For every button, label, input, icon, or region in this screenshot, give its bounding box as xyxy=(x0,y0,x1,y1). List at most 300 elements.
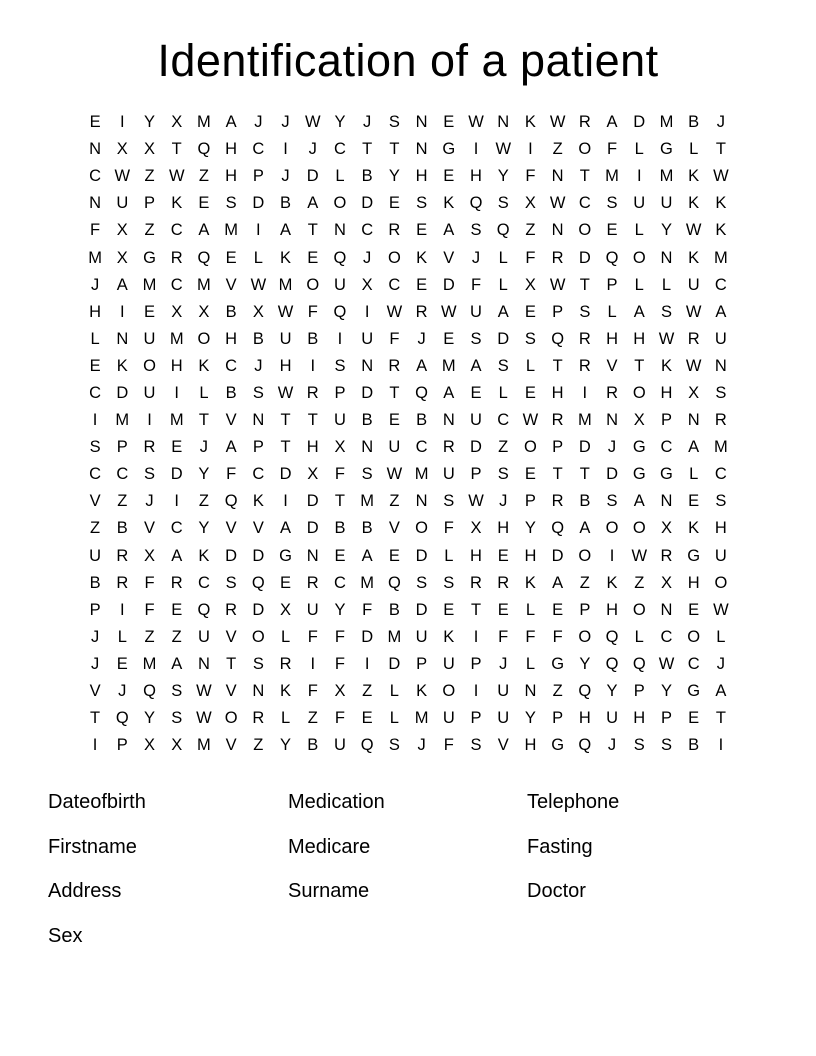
grid-letter: H xyxy=(225,329,238,348)
grid-letter: L xyxy=(525,356,536,375)
word-list-item: Doctor xyxy=(527,880,586,902)
grid-letter: V xyxy=(225,275,237,294)
word-list-item: Medicare xyxy=(288,835,371,858)
grid-letter: T xyxy=(226,654,237,673)
grid-letter: D xyxy=(442,275,455,294)
grid-letter: Y xyxy=(497,167,509,186)
grid-letter: E xyxy=(388,546,400,565)
grid-letter: S xyxy=(606,194,618,213)
grid-letter: A xyxy=(497,302,509,321)
grid-letter: K xyxy=(416,682,428,701)
grid-letter: J xyxy=(90,627,100,646)
grid-letter: N xyxy=(442,411,455,430)
grid-letter: Y xyxy=(660,221,672,240)
grid-letter: E xyxy=(116,654,128,673)
grid-letter: D xyxy=(306,492,319,511)
grid-letter: F xyxy=(334,654,346,673)
grid-letter: A xyxy=(116,275,128,294)
grid-letter: H xyxy=(470,546,482,565)
grid-letter: Q xyxy=(387,573,401,592)
grid-letter: G xyxy=(143,248,156,267)
grid-letter: H xyxy=(170,356,183,375)
grid-letter: C xyxy=(89,465,102,484)
grid-letter: X xyxy=(116,140,128,159)
grid-letter: B xyxy=(225,302,237,321)
grid-letter: P xyxy=(552,709,564,728)
grid-letter: J xyxy=(254,113,263,132)
grid-letter: X xyxy=(280,600,292,619)
grid-letter: V xyxy=(225,627,237,646)
grid-letter: N xyxy=(415,492,428,511)
grid-letter: E xyxy=(89,356,101,375)
grid-letter: L xyxy=(525,654,536,673)
grid-letter: A xyxy=(715,302,727,321)
grid-letter: E xyxy=(497,546,509,565)
grid-letter: Q xyxy=(496,221,510,240)
grid-letter: W xyxy=(386,465,403,484)
grid-letter: K xyxy=(443,627,455,646)
grid-letter: Y xyxy=(334,600,346,619)
grid-letter: J xyxy=(145,492,154,511)
grid-letter: U xyxy=(714,329,727,348)
grid-letter: K xyxy=(198,546,210,565)
grid-letter: L xyxy=(525,600,536,619)
grid-letter: X xyxy=(660,519,672,538)
grid-letter: O xyxy=(578,221,592,240)
grid-letter: U xyxy=(334,275,346,294)
grid-letter: F xyxy=(90,221,101,240)
grid-letter: W xyxy=(549,113,566,132)
grid-letter: V xyxy=(225,519,237,538)
grid-letter: I xyxy=(120,600,125,619)
grid-letter: K xyxy=(688,248,700,267)
word-list-item: Telephone xyxy=(527,791,620,813)
grid-letter: N xyxy=(415,113,428,132)
grid-letter: G xyxy=(660,140,673,159)
grid-letter: G xyxy=(442,140,456,159)
grid-letter: E xyxy=(443,113,455,132)
grid-letter: H xyxy=(606,600,619,619)
grid-letter: M xyxy=(360,573,375,592)
grid-letter: C xyxy=(170,275,183,294)
grid-letter: U xyxy=(388,438,401,457)
grid-letter: M xyxy=(142,275,157,294)
grid-letter: I xyxy=(636,167,642,186)
grid-letter: M xyxy=(605,167,619,186)
grid-letter: E xyxy=(606,221,618,240)
grid-letter: P xyxy=(334,383,346,402)
grid-letter: N xyxy=(687,411,700,430)
grid-letter: Z xyxy=(198,492,209,511)
grid-letter: A xyxy=(470,356,482,375)
grid-letter: P xyxy=(252,438,264,457)
grid-letter: D xyxy=(551,546,564,565)
grid-letter: L xyxy=(634,221,644,240)
word-list-item: Address xyxy=(48,880,122,902)
grid-letter: R xyxy=(551,411,564,430)
grid-letter: U xyxy=(442,654,455,673)
grid-letter: T xyxy=(90,709,101,728)
grid-letter: Y xyxy=(606,682,618,701)
grid-letter: T xyxy=(389,383,400,402)
grid-letter: T xyxy=(307,411,318,430)
grid-letter: C xyxy=(388,275,401,294)
grid-letter: X xyxy=(334,682,346,701)
grid-letter: Q xyxy=(251,573,265,592)
grid-letter: S xyxy=(497,194,509,213)
grid-letter: U xyxy=(497,682,510,701)
grid-letter: S xyxy=(715,383,727,402)
grid-letter: U xyxy=(334,736,346,755)
grid-letter: K xyxy=(660,356,672,375)
grid-letter: I xyxy=(310,356,316,375)
grid-letter: N xyxy=(606,411,619,430)
grid-letter: W xyxy=(250,275,267,294)
grid-letter: C xyxy=(252,465,265,484)
grid-letter: D xyxy=(252,546,265,565)
grid-letter: S xyxy=(416,194,428,213)
grid-letter: M xyxy=(197,113,211,132)
grid-letter: Z xyxy=(253,736,264,755)
grid-letter: E xyxy=(688,492,700,511)
grid-letter: G xyxy=(660,465,673,484)
grid-letter: S xyxy=(660,302,672,321)
grid-letter: A xyxy=(633,302,645,321)
grid-letter: H xyxy=(89,302,102,321)
grid-letter: I xyxy=(528,140,533,159)
grid-letter: S xyxy=(171,709,183,728)
grid-letter: T xyxy=(552,356,563,375)
grid-letter: D xyxy=(361,383,374,402)
grid-letter: S xyxy=(497,356,509,375)
grid-letter: F xyxy=(362,600,373,619)
grid-letter: W xyxy=(304,113,321,132)
grid-letter: X xyxy=(144,140,156,159)
grid-letter: B xyxy=(307,736,319,755)
grid-letter: J xyxy=(90,275,100,294)
grid-letter: U xyxy=(197,627,210,646)
grid-letter: Y xyxy=(579,654,591,673)
grid-letter: H xyxy=(714,519,727,538)
grid-letter: O xyxy=(415,519,429,538)
grid-letter: O xyxy=(306,275,320,294)
grid-letter: B xyxy=(688,736,700,755)
grid-letter: X xyxy=(116,248,128,267)
grid-letter: V xyxy=(144,519,156,538)
grid-letter: M xyxy=(115,411,130,430)
grid-letter: E xyxy=(334,546,346,565)
grid-letter: O xyxy=(333,194,347,213)
grid-letter: S xyxy=(225,194,237,213)
grid-letter: F xyxy=(443,519,454,538)
letter-grid xyxy=(82,109,735,759)
grid-letter: P xyxy=(116,438,128,457)
grid-letter: L xyxy=(389,709,399,728)
grid-letter: R xyxy=(687,329,700,348)
grid-letter: S xyxy=(470,221,482,240)
grid-letter: N xyxy=(497,113,510,132)
grid-letter: B xyxy=(89,573,101,592)
grid-letter: C xyxy=(714,465,727,484)
grid-letter: M xyxy=(714,438,728,457)
grid-letter: V xyxy=(89,492,101,511)
grid-letter: Z xyxy=(144,221,155,240)
grid-letter: P xyxy=(470,465,482,484)
grid-letter: N xyxy=(714,356,727,375)
grid-letter: Y xyxy=(198,519,210,538)
grid-letter: S xyxy=(252,383,264,402)
grid-letter: B xyxy=(252,329,264,348)
grid-letter: U xyxy=(633,194,646,213)
grid-letter: A xyxy=(225,438,237,457)
grid-letter: D xyxy=(252,194,265,213)
grid-letter: N xyxy=(551,221,564,240)
grid-letter: R xyxy=(578,113,591,132)
word-list-column xyxy=(48,780,288,958)
grid-letter: O xyxy=(524,438,537,457)
grid-letter: C xyxy=(225,356,238,375)
grid-letter: Q xyxy=(551,519,565,538)
grid-letter: C xyxy=(89,167,102,186)
grid-letter: Z xyxy=(144,167,155,186)
grid-letter: W xyxy=(522,411,539,430)
grid-letter: T xyxy=(715,140,726,159)
grid-letter: N xyxy=(89,194,102,213)
grid-letter: C xyxy=(361,221,374,240)
grid-letter: Q xyxy=(605,248,619,267)
grid-letter: W xyxy=(114,167,131,186)
grid-letter: W xyxy=(713,600,729,619)
grid-letter: E xyxy=(524,465,536,484)
grid-letter: I xyxy=(120,302,125,321)
grid-letter: G xyxy=(687,546,701,565)
grid-letter: S xyxy=(171,682,183,701)
grid-letter: T xyxy=(715,709,726,728)
grid-letter: C xyxy=(497,411,510,430)
grid-letter: R xyxy=(578,329,591,348)
grid-letter: P xyxy=(606,275,618,294)
grid-letter: W xyxy=(441,302,457,321)
grid-letter: U xyxy=(606,709,619,728)
grid-letter: P xyxy=(552,438,564,457)
grid-letter: U xyxy=(687,275,700,294)
grid-letter: R xyxy=(116,546,129,565)
grid-letter: L xyxy=(90,329,100,348)
grid-letter: Z xyxy=(117,492,128,511)
grid-letter: F xyxy=(144,573,155,592)
grid-letter: U xyxy=(116,194,129,213)
grid-letter: W xyxy=(713,167,729,186)
grid-letter: L xyxy=(689,140,699,159)
grid-letter: O xyxy=(632,383,646,402)
grid-letter: X xyxy=(361,275,373,294)
grid-letter: I xyxy=(92,411,98,430)
grid-letter: A xyxy=(416,356,428,375)
grid-letter: I xyxy=(364,654,370,673)
grid-letter: R xyxy=(578,356,591,375)
grid-letter: R xyxy=(279,654,292,673)
grid-letter: F xyxy=(307,627,318,646)
grid-letter: U xyxy=(660,194,673,213)
grid-letter: K xyxy=(280,248,292,267)
grid-letter: Q xyxy=(333,248,347,267)
grid-letter: R xyxy=(170,573,183,592)
grid-letter: S xyxy=(579,302,591,321)
grid-letter: F xyxy=(552,627,563,646)
grid-letter: N xyxy=(306,546,319,565)
grid-letter: N xyxy=(334,221,346,240)
grid-letter: A xyxy=(443,383,455,402)
grid-letter: S xyxy=(144,465,156,484)
grid-letter: W xyxy=(658,654,675,673)
grid-letter: H xyxy=(524,546,537,565)
grid-letter: M xyxy=(659,167,674,186)
grid-letter: F xyxy=(144,600,155,619)
grid-letter: I xyxy=(174,492,180,511)
grid-letter: U xyxy=(143,383,156,402)
grid-letter: S xyxy=(361,465,373,484)
grid-letter: I xyxy=(92,736,98,755)
grid-letter: U xyxy=(89,546,102,565)
grid-letter: O xyxy=(251,627,265,646)
grid-letter: U xyxy=(442,709,455,728)
grid-letter: A xyxy=(552,573,564,592)
grid-letter: R xyxy=(170,248,183,267)
grid-letter: J xyxy=(254,356,263,375)
grid-letter: T xyxy=(579,167,590,186)
grid-letter: C xyxy=(687,654,700,673)
grid-letter: Z xyxy=(579,573,590,592)
grid-letter: E xyxy=(171,438,183,457)
grid-letter: E xyxy=(470,383,482,402)
grid-letter: D xyxy=(470,438,482,457)
grid-letter: X xyxy=(171,302,183,321)
grid-letter: M xyxy=(169,329,184,348)
grid-letter: H xyxy=(470,167,482,186)
grid-letter: I xyxy=(120,113,125,132)
grid-letter: C xyxy=(660,438,673,457)
grid-letter: U xyxy=(143,329,156,348)
grid-letter: P xyxy=(416,654,428,673)
grid-letter: W xyxy=(277,383,294,402)
grid-letter: A xyxy=(688,438,700,457)
grid-letter: E xyxy=(89,113,101,132)
grid-letter: S xyxy=(416,573,428,592)
grid-letter: B xyxy=(416,411,428,430)
word-list-item: Firstname xyxy=(48,835,137,858)
grid-letter: H xyxy=(279,356,292,375)
grid-letter: J xyxy=(607,438,617,457)
grid-letter: B xyxy=(307,329,319,348)
grid-letter: S xyxy=(443,573,455,592)
grid-letter: R xyxy=(606,383,619,402)
grid-letter: R xyxy=(497,573,510,592)
grid-letter: N xyxy=(197,654,210,673)
grid-letter: T xyxy=(389,140,400,159)
grid-letter: T xyxy=(579,465,590,484)
grid-letter: A xyxy=(606,113,618,132)
grid-letter: E xyxy=(443,167,455,186)
grid-letter: T xyxy=(634,356,645,375)
grid-letter: H xyxy=(306,438,319,457)
grid-letter: U xyxy=(306,600,319,619)
grid-letter: K xyxy=(443,194,455,213)
grid-letter: P xyxy=(633,682,645,701)
grid-letter: M xyxy=(142,654,157,673)
grid-letter: Z xyxy=(389,492,400,511)
grid-letter: A xyxy=(198,221,210,240)
grid-letter: E xyxy=(144,302,156,321)
grid-letter: F xyxy=(307,682,318,701)
grid-letter: C xyxy=(197,573,210,592)
grid-letter: D xyxy=(361,194,374,213)
grid-letter: E xyxy=(225,248,237,267)
grid-letter: S xyxy=(388,736,400,755)
grid-letter: H xyxy=(415,167,428,186)
grid-letter: E xyxy=(497,600,509,619)
grid-letter: V xyxy=(89,682,101,701)
grid-letter: O xyxy=(578,546,592,565)
grid-letter: E xyxy=(443,600,455,619)
grid-letter: F xyxy=(334,465,346,484)
word-list-column xyxy=(288,780,527,958)
grid-letter: L xyxy=(498,383,508,402)
grid-letter: G xyxy=(632,438,646,457)
grid-letter: E xyxy=(416,221,428,240)
grid-letter: Q xyxy=(632,654,646,673)
grid-letter: C xyxy=(252,140,265,159)
grid-letter: W xyxy=(168,167,185,186)
grid-letter: X xyxy=(524,275,536,294)
grid-letter: Z xyxy=(498,438,509,457)
grid-letter: S xyxy=(470,329,482,348)
grid-letter: A xyxy=(280,519,292,538)
grid-letter: S xyxy=(470,736,482,755)
grid-letter: R xyxy=(116,573,129,592)
grid-letter: T xyxy=(280,411,291,430)
grid-letter: Z xyxy=(90,519,101,538)
grid-letter: E xyxy=(198,194,210,213)
grid-letter: Y xyxy=(524,519,536,538)
grid-letter: N xyxy=(660,492,673,511)
grid-letter: R xyxy=(143,438,156,457)
grid-letter: Q xyxy=(333,302,347,321)
grid-letter: A xyxy=(715,682,727,701)
grid-letter: E xyxy=(552,600,564,619)
grid-letter: O xyxy=(714,573,728,592)
grid-letter: X xyxy=(660,573,672,592)
grid-letter: V xyxy=(497,736,509,755)
grid-letter: F xyxy=(470,275,482,294)
grid-letter: K xyxy=(416,248,428,267)
grid-letter: A xyxy=(443,221,455,240)
grid-letter: G xyxy=(551,654,565,673)
grid-letter: E xyxy=(416,275,428,294)
grid-letter: U xyxy=(361,329,374,348)
grid-letter: I xyxy=(147,411,152,430)
grid-letter: N xyxy=(660,600,673,619)
grid-letter: B xyxy=(334,519,346,538)
grid-letter: W xyxy=(685,356,702,375)
grid-letter: A xyxy=(361,546,373,565)
word-list-item: Sex xyxy=(48,924,83,947)
grid-letter: V xyxy=(606,356,618,375)
grid-letter: L xyxy=(253,248,263,267)
grid-letter: D xyxy=(415,600,428,619)
grid-letter: I xyxy=(609,546,615,565)
grid-letter: N xyxy=(415,140,428,159)
grid-letter: Y xyxy=(198,465,210,484)
